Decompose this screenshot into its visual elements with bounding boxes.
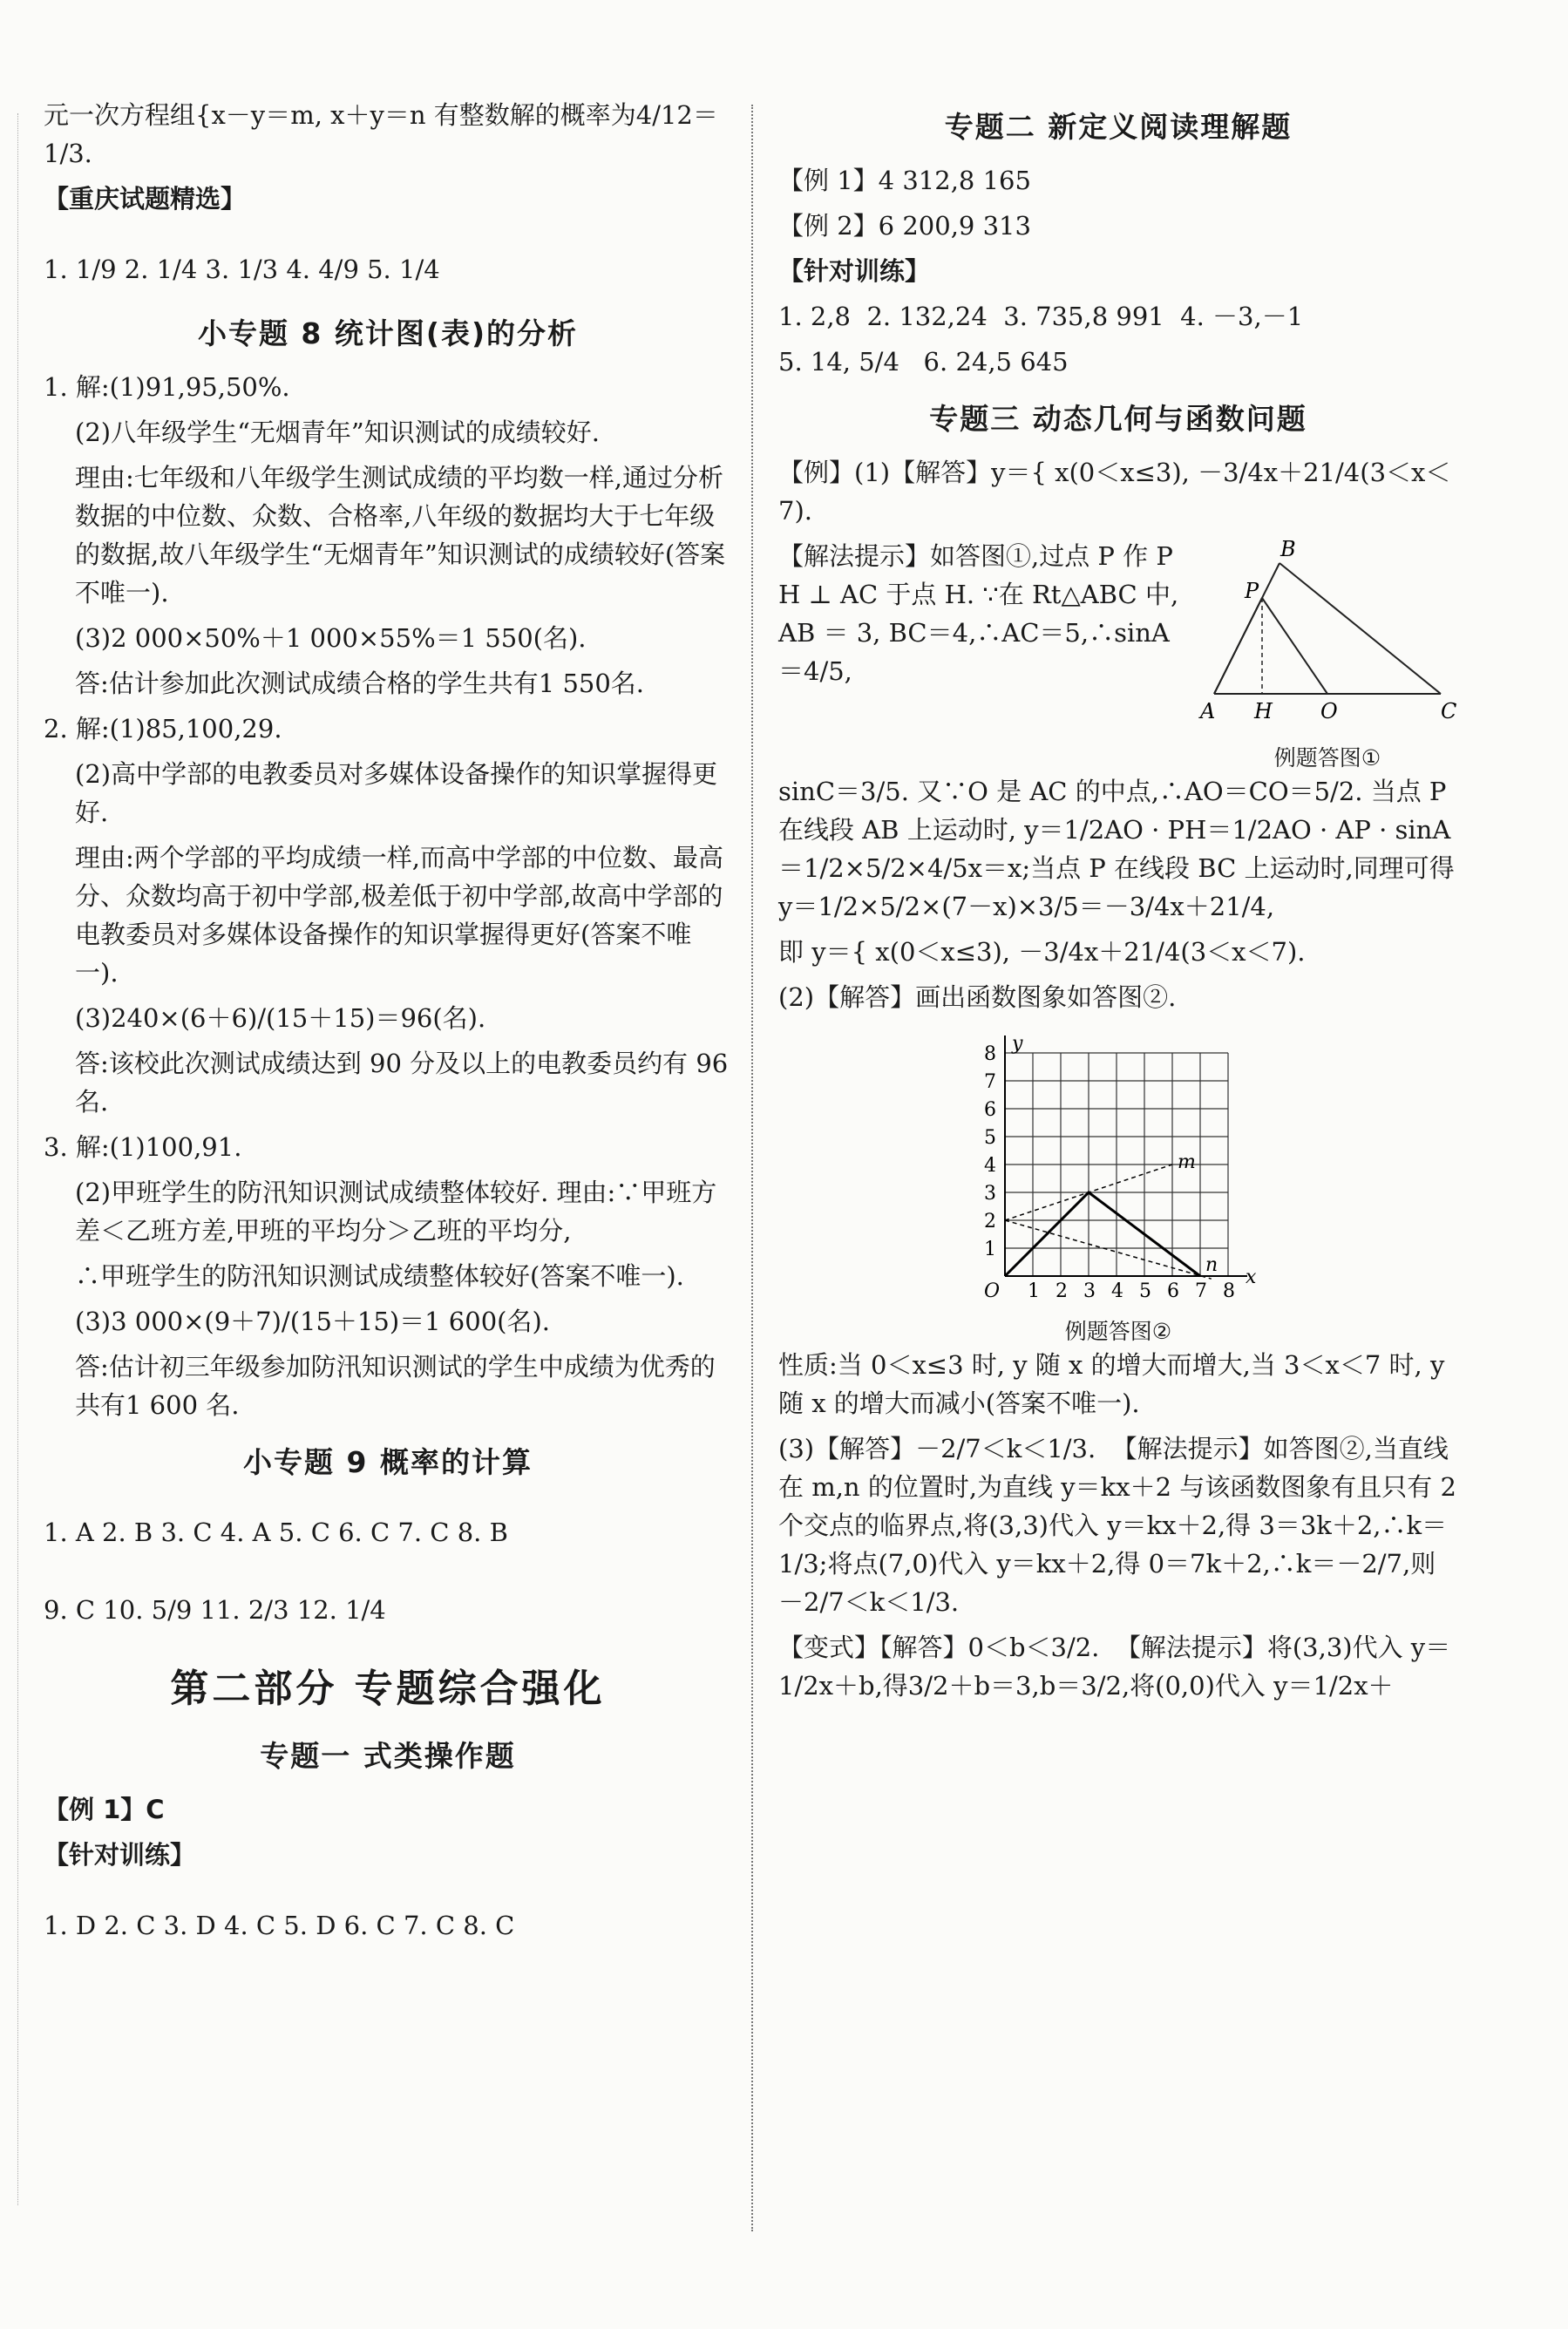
label-m: m: [1178, 1151, 1196, 1173]
training-answers: 5. 14, 5/4 6. 24,5 645: [778, 347, 1069, 377]
line-n: [1005, 1220, 1212, 1279]
sub9-answers: 1. A 2. B 3. C 4. A 5. C 6. C 7. C 8. B: [44, 1518, 508, 1547]
y-tick-label: 8: [984, 1043, 996, 1065]
label-B: B: [1280, 537, 1296, 561]
hint-1: 【解法提示】如答图①,过点 P 作 PH ⊥ AC 于点 H. ∵在 Rt△ABC 中, AB ＝ 3, BC＝4,∴AC＝5,∴sinA＝4/5,: [778, 541, 1187, 686]
example-part1: 【例】(1)【解答】y＝{ x(0＜x≤3), －3/4x＋21/4(3＜x＜7).: [778, 458, 1451, 526]
q3-line: 3. 解:(1)100,91.: [44, 1132, 242, 1162]
sub9-title: 小专题 9 概率的计算: [243, 1445, 533, 1479]
sub8-title: 小专题 8 统计图(表)的分析: [197, 316, 579, 350]
q3-line: (2)甲班学生的防汛知识测试成绩整体较好. 理由:∵甲班方差＜乙班方差,甲班的平均分＞乙班的平均分,: [75, 1178, 717, 1246]
topic2-title: 专题二 新定义阅读理解题: [944, 110, 1293, 144]
chongqing-title: 【重庆试题精选】: [44, 184, 247, 214]
right-column: [778, 96, 1465, 1712]
example-part3: (3)【解答】－2/7＜k＜1/3. 【解法提示】如答图②,当直线在 m,n 的位置时,为直线 y＝kx＋2 与该函数图象有且只有 2 个交点的临界点,将(3,3)代入 y＝kx＋2,得 3＝3k＋2,∴k＝1/3;将点(7,0)代入 y＝kx＋2,得 0＝7k＋2,∴k＝－2/7,则－2/7＜k＜1/3.: [778, 1434, 1465, 1617]
function-polyline: [1005, 1192, 1200, 1276]
y-axis-label: y: [1012, 1033, 1023, 1055]
function-graph: [970, 1023, 1266, 1311]
page-edge-line: [17, 113, 18, 2205]
origin-label: O: [984, 1280, 1001, 1302]
y-tick-label: 4: [984, 1155, 996, 1177]
figure-1-caption: 例题答图①: [1273, 745, 1381, 771]
label-H: H: [1254, 699, 1273, 723]
x-tick-label: 3: [1083, 1280, 1096, 1302]
q1-line: (3)2 000×50%＋1 000×55%＝1 550(名).: [75, 623, 587, 653]
topic3-title: 专题三 动态几何与函数问题: [929, 402, 1307, 436]
variant-text: 【变式】【解答】0＜b＜3/2. 【解法提示】将(3,3)代入 y＝1/2x＋b,得3/2＋b＝3,b＝3/2,将(0,0)代入 y＝1/2x＋: [778, 1633, 1451, 1701]
topic1-title: 专题一 式类操作题: [260, 1739, 516, 1773]
x-tick-label: 6: [1167, 1280, 1179, 1302]
q2-line: 答:该校此次测试成绩达到 90 分及以上的电教委员约有 96 名.: [75, 1049, 736, 1117]
q2-line: (2)高中学部的电教委员对多媒体设备操作的知识掌握得更好.: [75, 759, 718, 827]
q2-line: 理由:两个学部的平均成绩一样,而高中学部的中位数、最高分、众数均高于初中学部,极差低于初中学部,故高中学部的电教委员对多媒体设备操作的知识掌握得更好(答案不唯一).: [75, 843, 723, 988]
chongqing-answers: 1. 1/9 2. 1/4 3. 1/3 4. 4/9 5. 1/4: [44, 255, 440, 284]
segment-PO: [1262, 598, 1327, 694]
left-column: [44, 96, 736, 1959]
y-tick-label: 5: [984, 1127, 996, 1149]
q1-line: 理由:七年级和八年级学生测试成绩的平均数一样,通过分析数据的中位数、众数、合格率,八年级的数据均大于七年级的数据,故八年级学生“无烟青年”知识测试的成绩较好(答案不唯一).: [75, 463, 726, 608]
segment-BC: [1280, 563, 1441, 694]
x-tick-label: 1: [1028, 1280, 1040, 1302]
x-tick-label: 5: [1139, 1280, 1151, 1302]
figure-2-caption: 例题答图②: [1064, 1319, 1172, 1344]
q3-line: (3)3 000×(9＋7)/(15＋15)＝1 600(名).: [75, 1307, 550, 1336]
part2-title: 第二部分 专题综合强化: [170, 1667, 606, 1711]
figure-1: [1197, 537, 1458, 772]
figure-2: [778, 1023, 1458, 1346]
q2-line: 2. 解:(1)85,100,29.: [44, 714, 282, 744]
q3-line: 答:估计初三年级参加防汛知识测试的学生中成绩为优秀的共有1 600 名.: [75, 1352, 716, 1420]
q2-line: (3)240×(6＋6)/(15＋15)＝96(名).: [75, 1003, 486, 1033]
x-tick-label: 8: [1223, 1280, 1235, 1302]
training-answers: 1. 2,8 2. 132,24 3. 735,8 991 4. －3,－1: [778, 302, 1304, 331]
y-tick-label: 1: [984, 1239, 996, 1260]
q1-line: 答:估计参加此次测试成绩合格的学生共有1 550名.: [75, 669, 645, 698]
label-A: A: [1200, 699, 1216, 723]
hint-3: 即 y＝{ x(0＜x≤3), －3/4x＋21/4(3＜x＜7).: [778, 937, 1306, 967]
segment-AP: [1214, 598, 1262, 694]
label-P: P: [1245, 579, 1259, 603]
y-tick-label: 7: [984, 1071, 996, 1093]
example-2: 【例 2】6 200,9 313: [778, 211, 1031, 241]
y-tick-label: 2: [984, 1211, 996, 1232]
x-tick-label: 7: [1195, 1280, 1207, 1302]
example-1: 【例 1】4 312,8 165: [778, 166, 1031, 195]
label-C: C: [1441, 699, 1457, 723]
x-axis-label: x: [1246, 1266, 1257, 1288]
training-title: 【针对训练】: [778, 256, 931, 286]
y-tick-label: 3: [984, 1183, 996, 1205]
intro-text: 元一次方程组{x－y＝m, x＋y＝n 有整数解的概率为4/12＝1/3.: [44, 100, 718, 168]
x-tick-label: 2: [1056, 1280, 1068, 1302]
q1-line: 1. 解:(1)91,95,50%.: [44, 372, 290, 402]
topic1-example: 【例 1】C: [44, 1795, 165, 1824]
example-part2: (2)【解答】画出函数图象如答图②.: [778, 982, 1177, 1012]
label-n: n: [1205, 1254, 1218, 1276]
topic1-answers: 1. D 2. C 3. D 4. C 5. D 6. C 7. C 8. C: [44, 1911, 515, 1940]
sub9-answers: 9. C 10. 5/9 11. 2/3 12. 1/4: [44, 1595, 386, 1625]
q3-line: ∴甲班学生的防汛知识测试成绩整体较好(答案不唯一).: [75, 1261, 684, 1291]
property-text: 性质:当 0＜x≤3 时, y 随 x 的增大而增大,当 3＜x＜7 时, y 随 x 的增大而减小(答案不唯一).: [778, 1350, 1453, 1418]
hint-2: sinC＝3/5. 又∵O 是 AC 的中点,∴AO＝CO＝5/2. 当点 P 在线段 AB 上运动时, y＝1/2AO · PH＝1/2AO · AP · sinA＝1/2×5/2×4/5x＝x;当点 P 在线段 BC 上运动时,同理可得 y＝1/2×5/2×(7－x)×3/5＝－3/4x＋21/4,: [778, 777, 1463, 921]
triangle-figure: [1197, 537, 1458, 737]
label-O: O: [1320, 699, 1338, 723]
column-divider: [751, 105, 753, 2231]
topic1-training-title: 【针对训练】: [44, 1840, 196, 1870]
x-tick-label: 4: [1111, 1280, 1123, 1302]
q1-line: (2)八年级学生“无烟青年”知识测试的成绩较好.: [75, 418, 600, 447]
y-tick-label: 6: [984, 1099, 996, 1121]
